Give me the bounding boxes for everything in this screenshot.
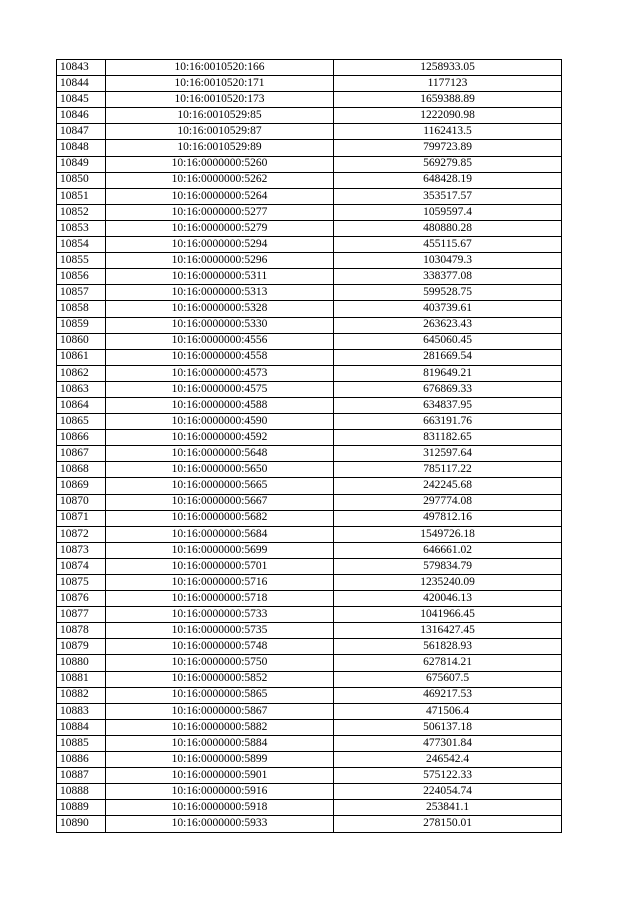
cadastral-number-cell: 10:16:0000000:5328 xyxy=(106,301,334,317)
table-row xyxy=(57,237,562,253)
value-cell: 575122.33 xyxy=(334,768,562,784)
table-row xyxy=(57,607,562,623)
row-number-cell: 10854 xyxy=(57,237,106,253)
cadastral-number-cell: 10:16:0000000:5264 xyxy=(106,188,334,204)
row-number-cell: 10860 xyxy=(57,333,106,349)
value-cell: 278150.01 xyxy=(334,816,562,832)
value-cell: 1059597.4 xyxy=(334,204,562,220)
value-cell: 1235240.09 xyxy=(334,575,562,591)
row-number-cell: 10858 xyxy=(57,301,106,317)
value-cell: 663191.76 xyxy=(334,414,562,430)
row-number-cell: 10883 xyxy=(57,703,106,719)
cadastral-number-cell: 10:16:0000000:5648 xyxy=(106,446,334,462)
cadastral-number-cell: 10:16:0000000:5296 xyxy=(106,253,334,269)
cadastral-number-cell: 10:16:0000000:4592 xyxy=(106,430,334,446)
row-number-cell: 10869 xyxy=(57,478,106,494)
cadastral-number-cell: 10:16:0000000:5733 xyxy=(106,607,334,623)
row-number-cell: 10886 xyxy=(57,752,106,768)
table-row xyxy=(57,253,562,269)
cadastral-number-cell: 10:16:0000000:5748 xyxy=(106,639,334,655)
row-number-cell: 10876 xyxy=(57,591,106,607)
row-number-cell: 10846 xyxy=(57,108,106,124)
value-cell: 1162413.5 xyxy=(334,124,562,140)
table-row xyxy=(57,478,562,494)
value-cell: 253841.1 xyxy=(334,800,562,816)
cadastral-number-cell: 10:16:0000000:5865 xyxy=(106,687,334,703)
cadastral-number-cell: 10:16:0000000:4590 xyxy=(106,414,334,430)
cadastral-number-cell: 10:16:0000000:4588 xyxy=(106,397,334,413)
table-row xyxy=(57,768,562,784)
value-cell: 281669.54 xyxy=(334,349,562,365)
table-row xyxy=(57,639,562,655)
cadastral-number-cell: 10:16:0000000:5330 xyxy=(106,317,334,333)
row-number-cell: 10861 xyxy=(57,349,106,365)
table-row xyxy=(57,365,562,381)
value-cell: 676869.33 xyxy=(334,381,562,397)
value-cell: 338377.08 xyxy=(334,269,562,285)
row-number-cell: 10870 xyxy=(57,494,106,510)
row-number-cell: 10849 xyxy=(57,156,106,172)
row-number-cell: 10874 xyxy=(57,558,106,574)
value-cell: 1041966.45 xyxy=(334,607,562,623)
value-cell: 599528.75 xyxy=(334,285,562,301)
value-cell: 477301.84 xyxy=(334,735,562,751)
cadastral-number-cell: 10:16:0000000:5260 xyxy=(106,156,334,172)
row-number-cell: 10844 xyxy=(57,76,106,92)
value-cell: 420046.13 xyxy=(334,591,562,607)
value-cell: 497812.16 xyxy=(334,510,562,526)
cadastral-number-cell: 10:16:0000000:5918 xyxy=(106,800,334,816)
value-cell: 403739.61 xyxy=(334,301,562,317)
table-row xyxy=(57,687,562,703)
value-cell: 569279.85 xyxy=(334,156,562,172)
value-cell: 627814.21 xyxy=(334,655,562,671)
table-row xyxy=(57,784,562,800)
row-number-cell: 10872 xyxy=(57,526,106,542)
row-number-cell: 10852 xyxy=(57,204,106,220)
value-cell: 312597.64 xyxy=(334,446,562,462)
cadastral-number-cell: 10:16:0000000:5884 xyxy=(106,735,334,751)
table-row xyxy=(57,816,562,832)
table-row xyxy=(57,494,562,510)
cadastral-number-cell: 10:16:0000000:5682 xyxy=(106,510,334,526)
cadastral-number-cell: 10:16:0000000:4573 xyxy=(106,365,334,381)
value-cell: 799723.89 xyxy=(334,140,562,156)
value-cell: 1222090.98 xyxy=(334,108,562,124)
row-number-cell: 10871 xyxy=(57,510,106,526)
row-number-cell: 10877 xyxy=(57,607,106,623)
table-row xyxy=(57,623,562,639)
value-cell: 561828.93 xyxy=(334,639,562,655)
cadastral-number-cell: 10:16:0000000:4556 xyxy=(106,333,334,349)
value-cell: 646661.02 xyxy=(334,542,562,558)
row-number-cell: 10853 xyxy=(57,220,106,236)
value-cell: 224054.74 xyxy=(334,784,562,800)
row-number-cell: 10889 xyxy=(57,800,106,816)
value-cell: 469217.53 xyxy=(334,687,562,703)
cadastral-number-cell: 10:16:0000000:4575 xyxy=(106,381,334,397)
row-number-cell: 10856 xyxy=(57,269,106,285)
value-cell: 263623.43 xyxy=(334,317,562,333)
row-number-cell: 10866 xyxy=(57,430,106,446)
table-row xyxy=(57,156,562,172)
table-row xyxy=(57,172,562,188)
row-number-cell: 10875 xyxy=(57,575,106,591)
value-cell: 1549726.18 xyxy=(334,526,562,542)
table-row xyxy=(57,349,562,365)
cadastral-number-cell: 10:16:0010529:87 xyxy=(106,124,334,140)
value-cell: 1258933.05 xyxy=(334,60,562,76)
cadastral-number-cell: 10:16:0010520:171 xyxy=(106,76,334,92)
table-row xyxy=(57,285,562,301)
table-row xyxy=(57,397,562,413)
row-number-cell: 10862 xyxy=(57,365,106,381)
cadastral-number-cell: 10:16:0000000:5867 xyxy=(106,703,334,719)
table-row xyxy=(57,735,562,751)
cadastral-number-cell: 10:16:0000000:5916 xyxy=(106,784,334,800)
row-number-cell: 10863 xyxy=(57,381,106,397)
value-cell: 506137.18 xyxy=(334,719,562,735)
value-cell: 645060.45 xyxy=(334,333,562,349)
cadastral-number-cell: 10:16:0000000:5899 xyxy=(106,752,334,768)
table-row xyxy=(57,800,562,816)
table-row xyxy=(57,542,562,558)
cadastral-number-cell: 10:16:0000000:5262 xyxy=(106,172,334,188)
table-row xyxy=(57,108,562,124)
table-row xyxy=(57,430,562,446)
row-number-cell: 10888 xyxy=(57,784,106,800)
table-row xyxy=(57,92,562,108)
row-number-cell: 10857 xyxy=(57,285,106,301)
value-cell: 634837.95 xyxy=(334,397,562,413)
table-row xyxy=(57,204,562,220)
table-row xyxy=(57,655,562,671)
value-cell: 297774.08 xyxy=(334,494,562,510)
cadastral-number-cell: 10:16:0010529:89 xyxy=(106,140,334,156)
table-row xyxy=(57,124,562,140)
row-number-cell: 10847 xyxy=(57,124,106,140)
row-number-cell: 10845 xyxy=(57,92,106,108)
cadastral-number-cell: 10:16:0000000:5882 xyxy=(106,719,334,735)
table-row xyxy=(57,510,562,526)
value-cell: 675607.5 xyxy=(334,671,562,687)
cadastral-number-cell: 10:16:0000000:5667 xyxy=(106,494,334,510)
value-cell: 831182.65 xyxy=(334,430,562,446)
cadastral-number-cell: 10:16:0000000:5313 xyxy=(106,285,334,301)
cadastral-number-cell: 10:16:0000000:5852 xyxy=(106,671,334,687)
row-number-cell: 10851 xyxy=(57,188,106,204)
value-cell: 1030479.3 xyxy=(334,253,562,269)
cadastral-number-cell: 10:16:0010520:166 xyxy=(106,60,334,76)
table-row xyxy=(57,591,562,607)
row-number-cell: 10879 xyxy=(57,639,106,655)
value-cell: 1316427.45 xyxy=(334,623,562,639)
table-row xyxy=(57,719,562,735)
row-number-cell: 10881 xyxy=(57,671,106,687)
value-cell: 785117.22 xyxy=(334,462,562,478)
row-number-cell: 10885 xyxy=(57,735,106,751)
table-row xyxy=(57,526,562,542)
value-cell: 471506.4 xyxy=(334,703,562,719)
table-row xyxy=(57,317,562,333)
value-cell: 648428.19 xyxy=(334,172,562,188)
cadastral-number-cell: 10:16:0010520:173 xyxy=(106,92,334,108)
table-row xyxy=(57,381,562,397)
row-number-cell: 10864 xyxy=(57,397,106,413)
value-cell: 353517.57 xyxy=(334,188,562,204)
table-row xyxy=(57,269,562,285)
table-row xyxy=(57,220,562,236)
row-number-cell: 10890 xyxy=(57,816,106,832)
cadastral-number-cell: 10:16:0000000:5716 xyxy=(106,575,334,591)
row-number-cell: 10868 xyxy=(57,462,106,478)
cadastral-number-cell: 10:16:0000000:5665 xyxy=(106,478,334,494)
row-number-cell: 10855 xyxy=(57,253,106,269)
table-row xyxy=(57,76,562,92)
table-row xyxy=(57,558,562,574)
cadastral-number-cell: 10:16:0000000:5901 xyxy=(106,768,334,784)
table-row xyxy=(57,462,562,478)
table-row xyxy=(57,333,562,349)
table-row xyxy=(57,752,562,768)
row-number-cell: 10878 xyxy=(57,623,106,639)
table-row xyxy=(57,446,562,462)
value-cell: 579834.79 xyxy=(334,558,562,574)
cadastral-number-cell: 10:16:0000000:5684 xyxy=(106,526,334,542)
value-cell: 455115.67 xyxy=(334,237,562,253)
value-cell: 242245.68 xyxy=(334,478,562,494)
table-row xyxy=(57,671,562,687)
row-number-cell: 10873 xyxy=(57,542,106,558)
row-number-cell: 10848 xyxy=(57,140,106,156)
row-number-cell: 10865 xyxy=(57,414,106,430)
row-number-cell: 10859 xyxy=(57,317,106,333)
row-number-cell: 10882 xyxy=(57,687,106,703)
table-row xyxy=(57,60,562,76)
value-cell: 246542.4 xyxy=(334,752,562,768)
cadastral-number-cell: 10:16:0000000:4558 xyxy=(106,349,334,365)
table-row xyxy=(57,575,562,591)
value-cell: 1659388.89 xyxy=(334,92,562,108)
row-number-cell: 10887 xyxy=(57,768,106,784)
value-cell: 819649.21 xyxy=(334,365,562,381)
cadastral-number-cell: 10:16:0000000:5701 xyxy=(106,558,334,574)
cadastral-number-cell: 10:16:0010529:85 xyxy=(106,108,334,124)
value-cell: 480880.28 xyxy=(334,220,562,236)
cadastral-number-cell: 10:16:0000000:5718 xyxy=(106,591,334,607)
cadastral-number-cell: 10:16:0000000:5311 xyxy=(106,269,334,285)
cadastral-number-cell: 10:16:0000000:5735 xyxy=(106,623,334,639)
row-number-cell: 10884 xyxy=(57,719,106,735)
cadastral-number-cell: 10:16:0000000:5933 xyxy=(106,816,334,832)
cadastral-number-cell: 10:16:0000000:5699 xyxy=(106,542,334,558)
table-body xyxy=(57,60,562,833)
cadastral-number-cell: 10:16:0000000:5277 xyxy=(106,204,334,220)
cadastral-number-cell: 10:16:0000000:5650 xyxy=(106,462,334,478)
row-number-cell: 10850 xyxy=(57,172,106,188)
cadastral-number-cell: 10:16:0000000:5294 xyxy=(106,237,334,253)
table-row xyxy=(57,140,562,156)
row-number-cell: 10880 xyxy=(57,655,106,671)
value-cell: 1177123 xyxy=(334,76,562,92)
data-table xyxy=(56,59,562,833)
cadastral-number-cell: 10:16:0000000:5279 xyxy=(106,220,334,236)
table-row xyxy=(57,188,562,204)
cadastral-number-cell: 10:16:0000000:5750 xyxy=(106,655,334,671)
row-number-cell: 10843 xyxy=(57,60,106,76)
row-number-cell: 10867 xyxy=(57,446,106,462)
table-row xyxy=(57,301,562,317)
table-row xyxy=(57,703,562,719)
table-row xyxy=(57,414,562,430)
